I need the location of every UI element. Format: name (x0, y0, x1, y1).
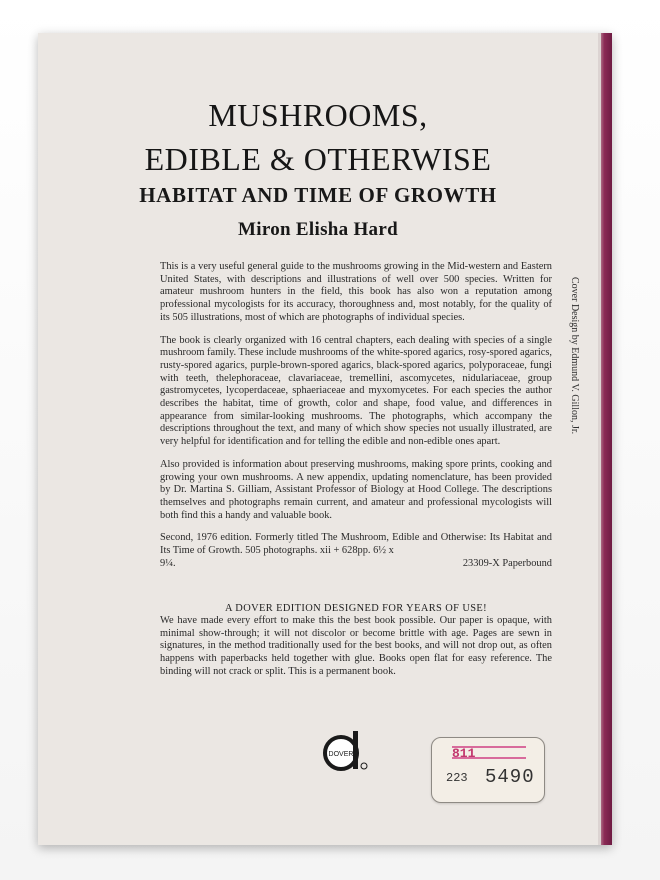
title-line-1: MUSHROOMS, (208, 97, 428, 133)
spine-edge (598, 33, 612, 845)
subtitle: HABITAT AND TIME OF GROWTH (139, 183, 497, 207)
dover-quality-text: We have made every effort to make this the best book possible. Our paper is opaque, with minimal show-through; it will not discolor or become brittle with age. Pages are sewn in signatures, in the method traditionally used for the best books, and will not drop out, as often happens with paperbacks held together with glue. Books open flat for easy reference. The binding will not crack or split. This is a permanent book. (160, 615, 552, 677)
title-line-2: EDIBLE & OTHERWISE (144, 141, 492, 177)
sticker-code: 811 (452, 746, 476, 761)
cover-design-credit: Cover Design by Edmund V. Gillon, Jr. (569, 277, 580, 435)
dover-logo (321, 729, 371, 773)
edition-meta (160, 558, 552, 572)
dover-logo-icon (321, 729, 371, 773)
description-paragraph-1: This is a very useful general guide to the mushrooms growing in the Mid-western and Eastern United States, with descriptions and illustrations of well over 500 species. Written for amateur mushroom hunters in the field, this book has also won a reputation among professional mycologists for its accuracy, thoroughness and, most notably, for the quality of its 505 illustrations, most of which are photographs of individual species. (160, 261, 552, 323)
edition-info: Second, 1976 edition. Formerly titled The Mushroom, Edible and Otherwise: Its Habitat and Its Time of Growth. 505 photographs. xii + 628pp. 6½ x (160, 532, 552, 557)
author-name: Miron Elisha Hard (238, 219, 398, 240)
description-paragraph-2: The book is clearly organized with 16 central chapters, each dealing with species of a single mushroom family. These include mushrooms of the white-spored agarics, rosy-spored agarics, rusty-spored agarics, purple-brown-spored agarics, black-spored agarics, polyporaceae, fungi with teeth, thelephoraceae, clavariaceae, tremellini, ascomycetes, nidulariaceae, group gastromycetes, lycoperdaceae, sphaeriaceae and myxomycetes. For each species the author describes the habitat, time of growth, color and shape, food value, and differences in appearance from similar-looking mushrooms. The photographs, which accompany the descriptions throughout the text, and many of which show species not usually illustrated, are very helpful for identification and for telling the edible and non-edible ones apart. (160, 334, 552, 448)
book-back-cover (38, 33, 612, 845)
catalog-number: 23309-X Paperbound (462, 557, 552, 569)
description-paragraph-3: Also provided is information about preserving mushrooms, making spore prints, cooking and growing your own mushrooms. A new appendix, updating nomenclature, has been provided by Dr. Martina S. Gilliam, Assistant Professor of Biology at Hood College. The descriptions themselves and photographs remain current, and amateur and professional mycologists will both find this a handy and valuable book. (160, 458, 552, 521)
dover-logo-text: DOVER (328, 751, 354, 758)
sticker-number-1: 223 (446, 771, 468, 785)
description-body (160, 261, 552, 572)
price-sticker (431, 737, 545, 803)
sticker-number-2: 5490 (485, 766, 535, 788)
edition-size: 9¼. (160, 557, 176, 569)
dover-heading: A DOVER EDITION DESIGNED FOR YEARS OF USE! (224, 603, 488, 614)
